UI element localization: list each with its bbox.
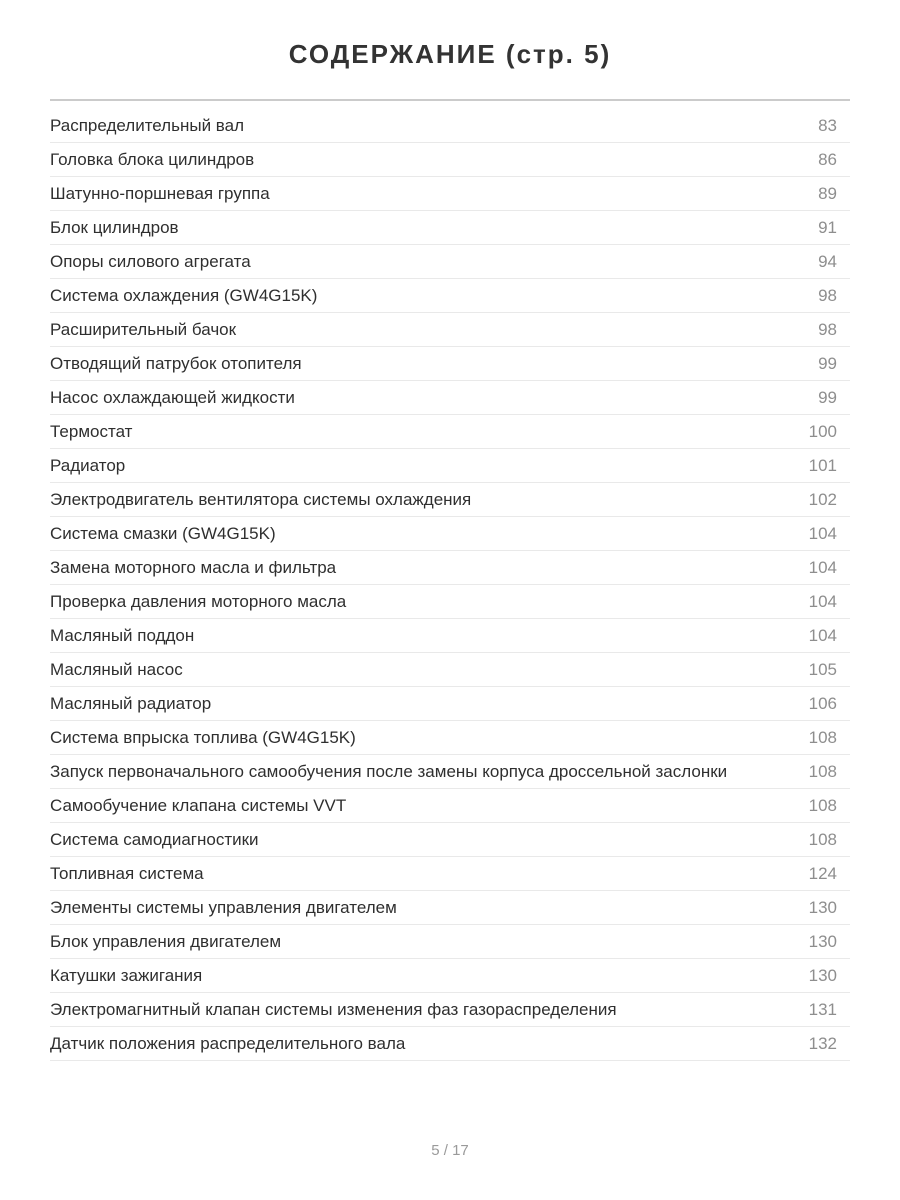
toc-entry-label: Масляный радиатор — [50, 693, 212, 713]
toc-entry-page-number: 101 — [808, 455, 837, 475]
toc-entry-page-number: 124 — [808, 863, 837, 883]
toc-entry-row — [50, 245, 850, 279]
toc-entry-row — [50, 721, 850, 755]
toc-entry-label: Шатунно-поршневая группа — [50, 183, 270, 203]
toc-entry-page-number: 130 — [808, 897, 837, 917]
toc-entry-page-number: 86 — [818, 149, 837, 169]
toc-entry-row — [50, 347, 850, 381]
toc-entry-label: Топливная система — [50, 863, 204, 883]
toc-entry-page-number: 98 — [818, 285, 837, 305]
toc-entry-label: Проверка давления моторного масла — [50, 591, 347, 611]
toc-entry-row — [50, 585, 850, 619]
toc-entry-label: Датчик положения распределительного вала — [50, 1033, 406, 1053]
toc-entry-page-number: 130 — [808, 965, 837, 985]
toc-entry-page-number: 105 — [808, 659, 837, 679]
toc-entry-label: Масляный насос — [50, 659, 183, 679]
toc-entry-label: Самообучение клапана системы VVT — [50, 795, 347, 815]
page-indicator: 5 / 17 — [431, 1142, 469, 1159]
toc-entry-label: Замена моторного масла и фильтра — [50, 557, 337, 577]
toc-entry-page-number: 104 — [808, 625, 837, 645]
toc-entry-label: Блок цилиндров — [50, 217, 179, 237]
toc-entry-row — [50, 381, 850, 415]
toc-entry-row — [50, 109, 850, 143]
toc-entry-label: Радиатор — [50, 455, 126, 475]
toc-entry-label: Запуск первоначального самообучения после замены корпуса дроссельной заслонки — [50, 761, 728, 781]
toc-entry-label: Катушки зажигания — [50, 965, 203, 985]
toc-entry-page-number: 108 — [808, 727, 837, 747]
toc-entry-page-number: 130 — [808, 931, 837, 951]
toc-entry-label: Система впрыска топлива (GW4G15K) — [50, 727, 356, 747]
toc-entry-row — [50, 1027, 850, 1061]
toc-entry-row — [50, 687, 850, 721]
toc-entry-label: Расширительный бачок — [50, 319, 237, 339]
toc-entry-label: Электромагнитный клапан системы изменения фаз газораспределения — [50, 999, 617, 1019]
toc-entry-row — [50, 959, 850, 993]
toc-entry-page-number: 99 — [818, 353, 837, 373]
toc-entry-page-number: 106 — [808, 693, 837, 713]
toc-entry-page-number: 100 — [808, 421, 837, 441]
toc-entry-label: Головка блока цилиндров — [50, 149, 255, 169]
toc-entry-row — [50, 517, 850, 551]
toc-entry-row — [50, 415, 850, 449]
toc-entry-row — [50, 993, 850, 1027]
toc-entry-page-number: 94 — [818, 251, 837, 271]
toc-entry-label: Система охлаждения (GW4G15K) — [50, 285, 318, 305]
toc-entry-page-number: 102 — [808, 489, 837, 509]
toc-entry-page-number: 91 — [818, 217, 837, 237]
toc-entry-row — [50, 211, 850, 245]
toc-entry-row — [50, 891, 850, 925]
toc-entry-label: Блок управления двигателем — [50, 931, 282, 951]
toc-entry-label: Система самодиагностики — [50, 829, 259, 849]
toc-entry-row — [50, 653, 850, 687]
toc-entry-page-number: 104 — [808, 523, 837, 543]
toc-entry-label: Система смазки (GW4G15K) — [50, 523, 276, 543]
toc-entry-page-number: 98 — [818, 319, 837, 339]
toc-entry-page-number: 132 — [808, 1033, 837, 1053]
toc-entry-row — [50, 789, 850, 823]
toc-entry-row — [50, 177, 850, 211]
toc-list — [50, 109, 850, 1061]
toc-entry-label: Элементы системы управления двигателем — [50, 897, 397, 917]
toc-entry-row — [50, 551, 850, 585]
toc-entry-label: Распределительный вал — [50, 115, 244, 135]
toc-entry-page-number: 108 — [808, 795, 837, 815]
toc-entry-row — [50, 857, 850, 891]
toc-entry-label: Электродвигатель вентилятора системы охлаждения — [50, 489, 472, 509]
toc-entry-label: Опоры силового агрегата — [50, 251, 251, 271]
toc-entry-row — [50, 143, 850, 177]
toc-entry-page-number: 131 — [808, 999, 837, 1019]
toc-entry-row — [50, 449, 850, 483]
toc-entry-row — [50, 823, 850, 857]
toc-entry-page-number: 108 — [808, 761, 837, 781]
toc-entry-row — [50, 925, 850, 959]
toc-entry-label: Масляный поддон — [50, 625, 195, 645]
page-title: СОДЕРЖАНИЕ (стр. 5) — [288, 39, 612, 69]
toc-entry-row — [50, 483, 850, 517]
toc-entry-page-number: 108 — [808, 829, 837, 849]
toc-entry-page-number: 104 — [808, 557, 837, 577]
toc-entry-page-number: 89 — [818, 183, 837, 203]
toc-entry-label: Термостат — [50, 421, 133, 441]
toc-entry-row — [50, 313, 850, 347]
toc-entry-label: Насос охлаждающей жидкости — [50, 387, 295, 407]
toc-entry-label: Отводящий патрубок отопителя — [50, 353, 302, 373]
title-divider — [50, 99, 850, 101]
toc-entry-row — [50, 279, 850, 313]
toc-entry-row — [50, 619, 850, 653]
toc-entry-row — [50, 755, 850, 789]
toc-entry-page-number: 83 — [818, 115, 837, 135]
toc-entry-page-number: 99 — [818, 387, 837, 407]
toc-entry-page-number: 104 — [808, 591, 837, 611]
